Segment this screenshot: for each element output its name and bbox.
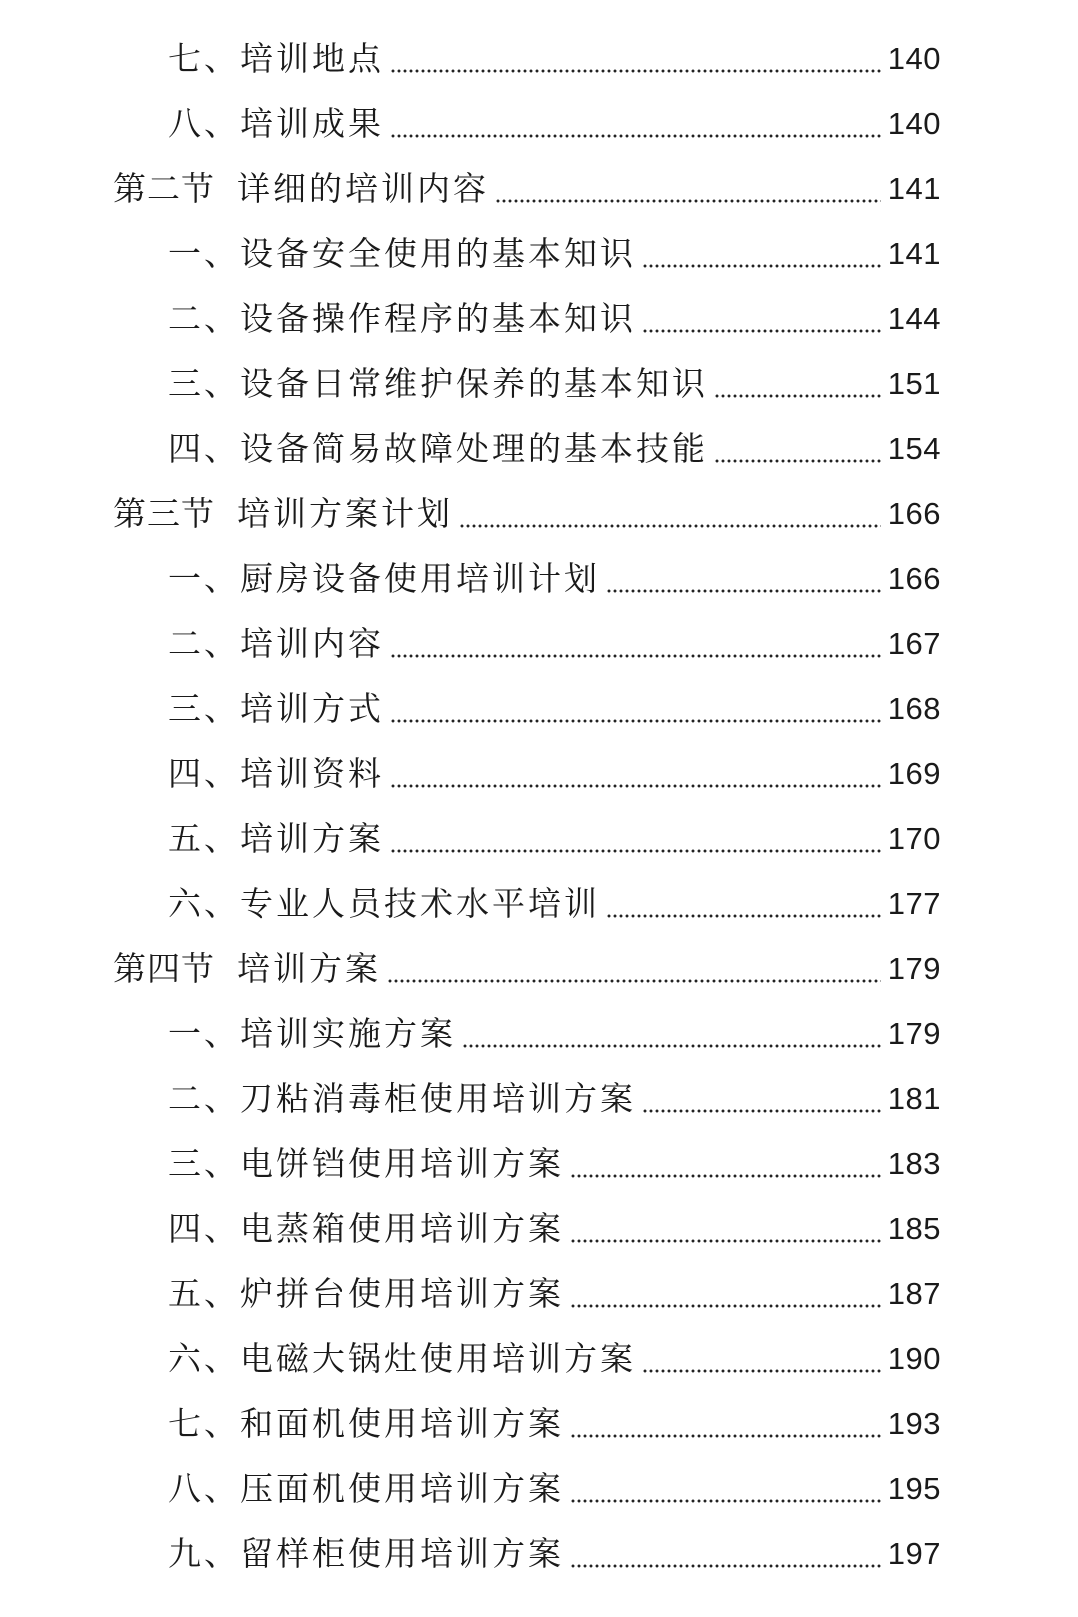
toc-subsection-entry[interactable] xyxy=(0,1001,1078,1066)
toc-entry-title: 一、厨房设备使用培训计划 xyxy=(168,559,600,598)
toc-subsection-entry[interactable] xyxy=(0,1261,1078,1326)
toc-subsection-entry[interactable] xyxy=(0,1196,1078,1261)
toc-page-number: 140 xyxy=(887,41,941,76)
toc-entry-title: 五、培训方案 xyxy=(168,819,384,858)
toc-page-number: 170 xyxy=(887,821,941,856)
toc-dot-leader xyxy=(642,1342,881,1375)
toc-section-number: 第四节 xyxy=(113,949,215,988)
toc-page-number: 169 xyxy=(887,756,941,791)
toc-entry-title: 七、和面机使用培训方案 xyxy=(168,1404,564,1443)
toc-entry-title: 三、培训方式 xyxy=(168,689,384,728)
toc-subsection-entry[interactable] xyxy=(0,1066,1078,1131)
toc-entry-title: 二、设备操作程序的基本知识 xyxy=(168,299,636,338)
toc-section-entry[interactable] xyxy=(0,936,1078,1001)
toc-page-number: 166 xyxy=(887,561,941,596)
toc-section-title: 详细的培训内容 xyxy=(237,169,489,208)
toc-section-entry[interactable] xyxy=(0,156,1078,221)
toc-dot-leader xyxy=(570,1147,881,1180)
toc-page-number: 141 xyxy=(887,236,941,271)
toc-dot-leader xyxy=(387,952,881,985)
toc-entry-title xyxy=(113,169,489,208)
toc-page-number: 190 xyxy=(887,1341,941,1376)
toc-subsection-entry[interactable] xyxy=(0,741,1078,806)
toc-section-title: 培训方案计划 xyxy=(237,494,453,533)
toc-section-number: 第二节 xyxy=(113,169,215,208)
toc-page-number: 167 xyxy=(887,626,941,661)
toc-page-number: 187 xyxy=(887,1276,941,1311)
toc-page-number: 179 xyxy=(887,1016,941,1051)
toc-subsection-entry[interactable] xyxy=(0,676,1078,741)
toc-page-number: 197 xyxy=(887,1536,941,1571)
toc-entry-title xyxy=(113,494,453,533)
toc-subsection-entry[interactable] xyxy=(0,26,1078,91)
toc-entry-title: 四、电蒸箱使用培训方案 xyxy=(168,1209,564,1248)
toc-entry-title: 二、培训内容 xyxy=(168,624,384,663)
toc-dot-leader xyxy=(570,1212,881,1245)
toc-dot-leader xyxy=(495,172,881,205)
toc-page-number: 185 xyxy=(887,1211,941,1246)
toc-subsection-entry[interactable] xyxy=(0,1391,1078,1456)
toc-subsection-entry[interactable] xyxy=(0,221,1078,286)
toc-dot-leader xyxy=(606,887,881,920)
toc-dot-leader xyxy=(714,367,881,400)
toc-dot-leader xyxy=(642,302,881,335)
toc-entry-title: 二、刀粘消毒柜使用培训方案 xyxy=(168,1079,636,1118)
toc-entry-title: 六、电磁大锅灶使用培训方案 xyxy=(168,1339,636,1378)
toc-entry-title: 三、电饼铛使用培训方案 xyxy=(168,1144,564,1183)
toc-page-number: 183 xyxy=(887,1146,941,1181)
toc-entry-title xyxy=(113,949,381,988)
toc-subsection-entry[interactable] xyxy=(0,611,1078,676)
toc-subsection-entry[interactable] xyxy=(0,546,1078,611)
toc-page-number: 193 xyxy=(887,1406,941,1441)
toc-page-number: 168 xyxy=(887,691,941,726)
table-of-contents xyxy=(0,26,1078,1586)
toc-dot-leader xyxy=(570,1537,881,1570)
toc-subsection-entry[interactable] xyxy=(0,91,1078,156)
toc-section-entry[interactable] xyxy=(0,481,1078,546)
toc-entry-title: 九、留样柜使用培训方案 xyxy=(168,1534,564,1573)
toc-entry-title: 一、设备安全使用的基本知识 xyxy=(168,234,636,273)
toc-dot-leader xyxy=(459,497,881,530)
toc-dot-leader xyxy=(390,757,881,790)
toc-entry-title: 四、设备简易故障处理的基本技能 xyxy=(168,429,708,468)
toc-entry-title: 八、压面机使用培训方案 xyxy=(168,1469,564,1508)
toc-page-number: 179 xyxy=(887,951,941,986)
toc-dot-leader xyxy=(714,432,881,465)
toc-page-number: 151 xyxy=(887,366,941,401)
toc-subsection-entry[interactable] xyxy=(0,416,1078,481)
toc-section-number: 第三节 xyxy=(113,494,215,533)
toc-dot-leader xyxy=(570,1277,881,1310)
toc-dot-leader xyxy=(462,1017,881,1050)
toc-dot-leader xyxy=(570,1472,881,1505)
toc-dot-leader xyxy=(642,237,881,270)
toc-entry-title: 七、培训地点 xyxy=(168,39,384,78)
toc-entry-title: 六、专业人员技术水平培训 xyxy=(168,884,600,923)
toc-page-number: 195 xyxy=(887,1471,941,1506)
toc-dot-leader xyxy=(390,692,881,725)
toc-subsection-entry[interactable] xyxy=(0,806,1078,871)
toc-page-number: 166 xyxy=(887,496,941,531)
toc-entry-title: 四、培训资料 xyxy=(168,754,384,793)
toc-dot-leader xyxy=(390,627,881,660)
toc-dot-leader xyxy=(606,562,881,595)
toc-dot-leader xyxy=(642,1082,881,1115)
toc-dot-leader xyxy=(570,1407,881,1440)
toc-page-number: 154 xyxy=(887,431,941,466)
toc-entry-title: 五、炉拼台使用培训方案 xyxy=(168,1274,564,1313)
toc-page-number: 140 xyxy=(887,106,941,141)
toc-page-number: 181 xyxy=(887,1081,941,1116)
toc-subsection-entry[interactable] xyxy=(0,1521,1078,1586)
toc-subsection-entry[interactable] xyxy=(0,286,1078,351)
toc-page-number: 144 xyxy=(887,301,941,336)
toc-dot-leader xyxy=(390,822,881,855)
toc-subsection-entry[interactable] xyxy=(0,871,1078,936)
toc-page-number: 141 xyxy=(887,171,941,206)
toc-subsection-entry[interactable] xyxy=(0,1456,1078,1521)
toc-dot-leader xyxy=(390,107,881,140)
toc-subsection-entry[interactable] xyxy=(0,1131,1078,1196)
toc-entry-title: 一、培训实施方案 xyxy=(168,1014,456,1053)
toc-subsection-entry[interactable] xyxy=(0,351,1078,416)
toc-entry-title: 三、设备日常维护保养的基本知识 xyxy=(168,364,708,403)
toc-subsection-entry[interactable] xyxy=(0,1326,1078,1391)
toc-dot-leader xyxy=(390,42,881,75)
toc-page-number: 177 xyxy=(887,886,941,921)
toc-section-title: 培训方案 xyxy=(237,949,381,988)
toc-entry-title: 八、培训成果 xyxy=(168,104,384,143)
